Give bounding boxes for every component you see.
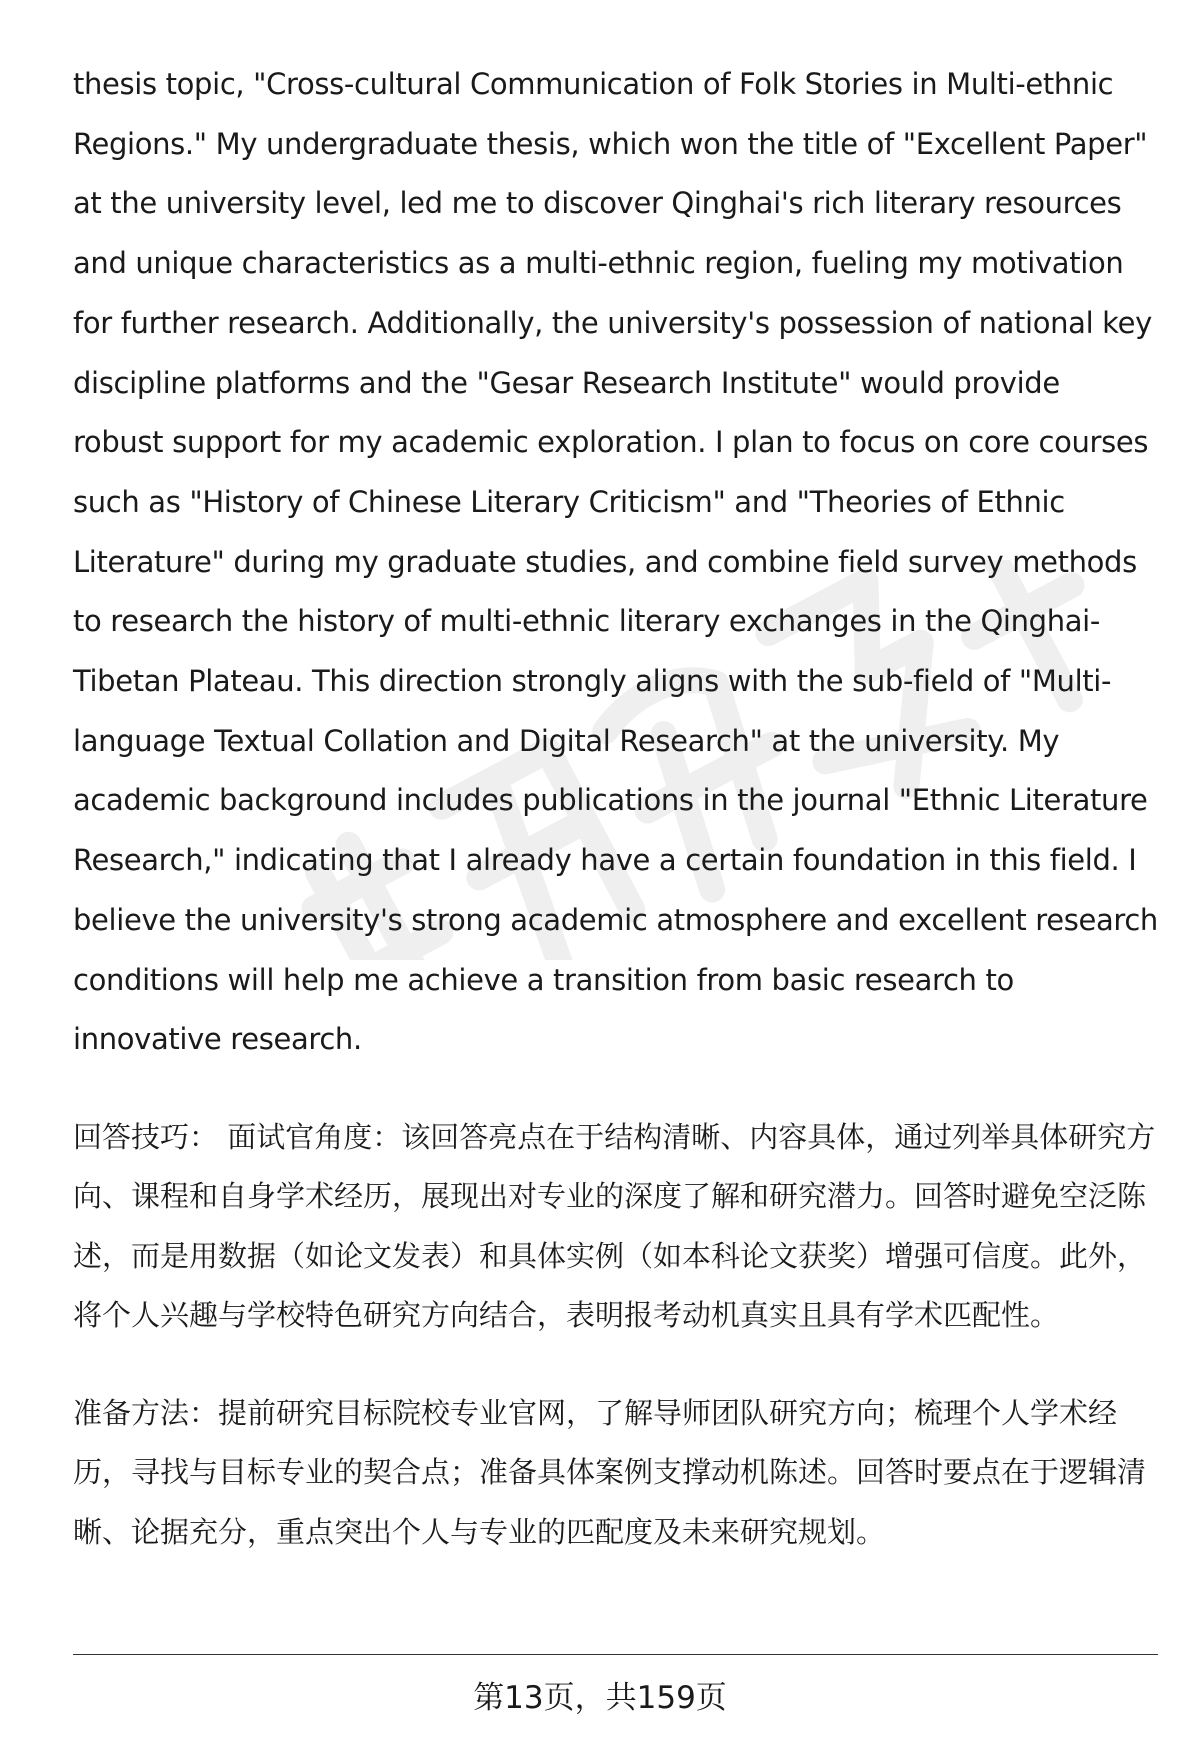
- document-body: [73, 55, 1158, 1562]
- footer-divider: [73, 1654, 1158, 1655]
- paragraph-preparation-method: 准备方法：提前研究目标院校专业官网，了解导师团队研究方向；梳理个人学术经历，寻找与目标专业的契合点；准备具体案例支撑动机陈述。回答时要点在于逻辑清晰、论据充分，重点突出个人与专业的匹配度及未来研究规划。: [73, 1395, 1147, 1549]
- paragraph-answer-tips: 回答技巧： 面试官角度：该回答亮点在于结构清晰、内容具体，通过列举具体研究方向、课程和自身学术经历，展现出对专业的深度了解和研究潜力。回答时避免空泛陈述，而是用数据（如论文发表）和具体实例（如本科论文获奖）增强可信度。此外，将个人兴趣与学校特色研究方向结合，表明报考动机真实且具有学术匹配性。: [73, 1119, 1156, 1333]
- page-number: 第13页，共159页: [473, 1680, 727, 1716]
- paragraph-answer-continuation: thesis topic, "Cross-cultural Communication of Folk Stories in Multi-ethnic Regions." My undergraduate thesis, which won the title of "Excellent Paper" at the university level, led me to discover Qinghai's rich literary resources and unique characteristics as a multi-ethnic region, fueling my motivation for further research. Additionally, the university's possession of national key discipline platforms and the "Gesar Research Institute" would provide robust support for my academic exploration. I plan to focus on core courses such as "History of Chinese Literary Criticism" and "Theories of Ethnic Literature" during my graduate studies, and combine field survey methods to research the history of multi-ethnic literary exchanges in the Qinghai-Tibetan Plateau. This direction strongly aligns with the sub-field of "Multi-language Textual Collation and Digital Research" at the university. My academic background includes publications in the journal "Ethnic Literature Research," indicating that I already have a certain foundation in this field. I believe the university's strong academic atmosphere and excellent research conditions will help me achieve a transition from basic research to innovative research.: [73, 67, 1158, 1057]
